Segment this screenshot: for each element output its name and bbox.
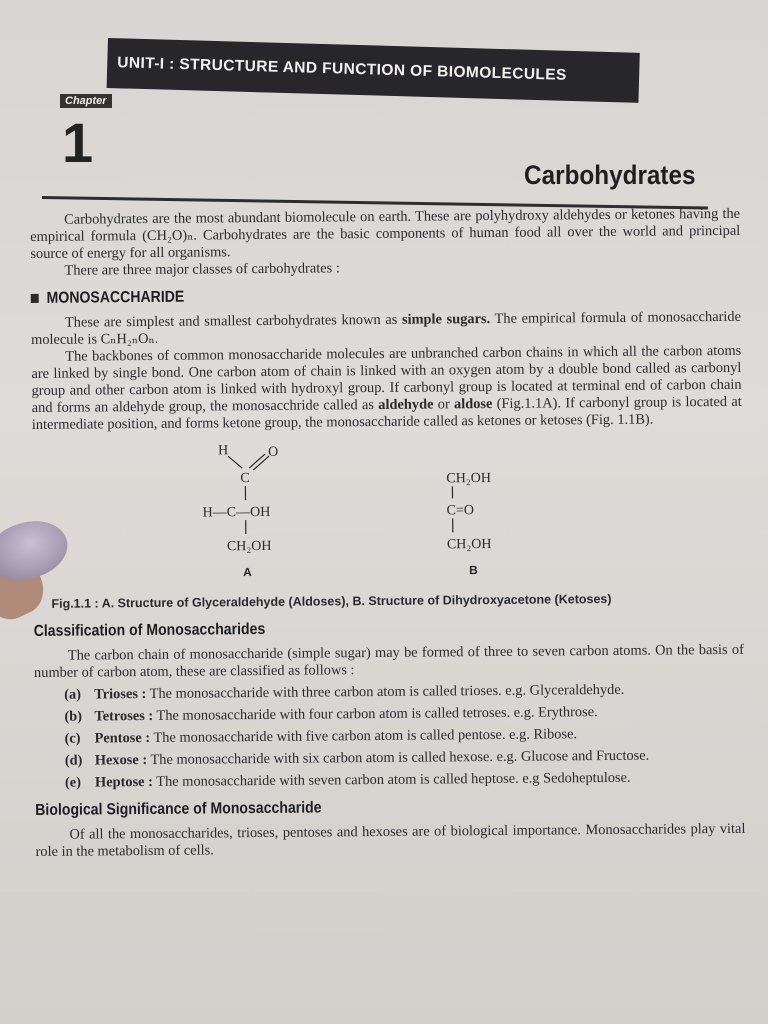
classification-intro: The carbon chain of monosaccharide (simple sugar) may be formed of three to seven carbon atoms. On the basis of number of carbon atom, these are classified as follows : xyxy=(33,641,744,681)
page-body xyxy=(30,206,746,861)
classification-item xyxy=(65,747,745,770)
struct-a-c: C xyxy=(240,471,250,487)
classification-item-label: (b) xyxy=(64,708,83,725)
unit-banner xyxy=(107,38,640,103)
classification-item-label: (e) xyxy=(64,774,82,791)
structure-diagram xyxy=(32,434,733,592)
figure-caption: Fig.1.1 : A. Structure of Glyceraldehyde (Aldoses), B. Structure of Dihydroxyacetone (Ketoses) xyxy=(51,591,612,611)
biological-paragraph: Of all the monosaccharides, trioses, pentoses and hexoses are of biological importance. Monosaccharides play vital role in the metabolism of cells. xyxy=(35,820,746,860)
classification-item-label: (a) xyxy=(64,686,82,703)
chapter-title: Carbohydrates xyxy=(524,160,696,190)
monosaccharide-heading: MONOSACCHARIDE xyxy=(31,285,656,307)
bullet-square-icon xyxy=(31,294,39,303)
chapter-number: 1 xyxy=(62,111,94,174)
classification-item xyxy=(64,703,744,726)
struct-a-h: H xyxy=(218,443,229,459)
classification-item xyxy=(65,725,745,748)
struct-a-ch2oh: CH₂OH xyxy=(226,538,272,555)
struct-b-co: C=O xyxy=(446,503,475,519)
classification-item-label: (c) xyxy=(64,730,81,747)
classification-item xyxy=(64,681,744,704)
struct-b-label: B xyxy=(469,563,478,578)
struct-a-label: A xyxy=(243,565,252,580)
classification-item-text: Hexose : The monosaccharide with six carbon atom is called hexose. e.g. Glucose and Fructose. xyxy=(94,747,650,769)
struct-a-hcoh: H—C—OH xyxy=(202,504,271,521)
chapter-label: Chapter xyxy=(60,94,112,108)
biological-heading: Biological Significance of Monosaccharide xyxy=(35,799,322,819)
intro-classes-line: There are three major classes of carbohydrates : xyxy=(64,260,340,279)
classification-item-text: Pentose : The monosaccharide with five carbon atom is called pentose. e.g. Ribose. xyxy=(94,726,578,747)
classification-heading: Classification of Monosaccharides xyxy=(33,620,266,640)
classification-item-text: Heptose : The monosaccharide with seven carbon atom is called heptose. e.g Sedoheptulose. xyxy=(94,769,631,791)
classification-item-text: Tetroses : The monosaccharide with four carbon atom is called tetroses. e.g. Erythrose. xyxy=(94,704,598,725)
mono-paragraph-1: These are simplest and smallest carbohydrates known as simple sugars. The empirical formula of monosaccharide molecule is CₙH₂ₙOₙ. xyxy=(31,308,742,348)
classification-item-label: (d) xyxy=(64,752,83,769)
struct-b-bottom: CH₂OH xyxy=(446,536,492,553)
classification-item xyxy=(65,769,745,792)
mono-paragraph-2: The backbones of common monosaccharide molecules are unbranched carbon chains in which all the carbon atoms are linked by single bond. One carbon atom of chain is linked with an oxygen atom by a double bond called as carbonyl group and other carbon atom is linked with hydroxyl group. If carbonyl group is located at terminal end of carbon chain and forms an aldehyde group, the monosacchride called as aldehyde or aldose (Fig.1.1A). If carbonyl group is located at intermediate position, and forms ketone group, the monosaccharide called as ketones or ketoses (Fig. 1.1B). xyxy=(31,342,742,433)
unit-title: UNIT-I : STRUCTURE AND FUNCTION OF BIOMOLECULES xyxy=(117,54,567,84)
classification-list xyxy=(64,681,745,792)
structure-figure xyxy=(32,434,743,592)
struct-a-o: O xyxy=(268,444,279,460)
struct-b-top: CH₂OH xyxy=(446,470,491,487)
classification-item-text: Trioses : The monosaccharide with three carbon atom is called trioses. e.g. Glyceraldehyde. xyxy=(94,681,625,703)
intro-paragraph: Carbohydrates are the most abundant biomolecule on earth. These are polyhydroxy aldehydes or ketones having the empirical formula (CH₂O)ₙ. Carbohydrates are the basic components of human food all over the world and principal source of energy for all organisms. xyxy=(30,205,741,262)
